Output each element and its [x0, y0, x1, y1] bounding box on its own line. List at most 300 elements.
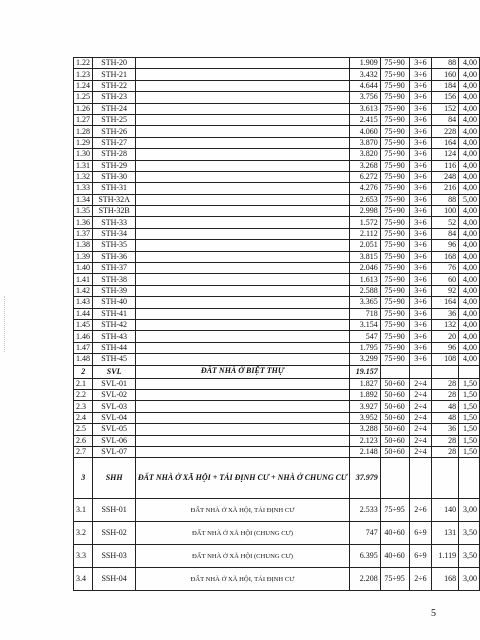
table-row	[74, 183, 480, 194]
table-row	[74, 92, 480, 103]
cell-land-type	[135, 308, 349, 319]
cell-far: 5,00	[459, 194, 480, 205]
cell-floors: 3÷6	[409, 263, 432, 274]
cell-code: SSH-04	[93, 568, 135, 591]
cell-code: STH-40	[93, 297, 135, 308]
cell-area: 3.756	[350, 92, 381, 103]
cell-land-type	[135, 160, 349, 171]
cell-floors: 2÷4	[409, 424, 432, 435]
cell-floors: 3÷6	[409, 194, 432, 205]
cell-area: 3.952	[350, 412, 381, 423]
cell-floors: 3÷6	[409, 114, 432, 125]
cell-far: 1,50	[459, 435, 480, 446]
table-row	[74, 568, 480, 591]
cell-density: 75÷90	[380, 354, 409, 365]
cell-floors	[409, 458, 432, 499]
cell-index: 2.6	[74, 435, 93, 446]
cell-far: 4,00	[459, 240, 480, 251]
cell-units: 100	[432, 206, 459, 217]
cell-area: 2.653	[350, 194, 381, 205]
cell-land-type	[135, 274, 349, 285]
cell-far: 4,00	[459, 251, 480, 262]
cell-code: STH-45	[93, 354, 135, 365]
cell-area: 3.432	[350, 69, 381, 80]
cell-density: 50÷60	[380, 378, 409, 389]
cell-area: 547	[350, 331, 381, 342]
cell-far: 4,00	[459, 319, 480, 330]
cell-floors: 3÷6	[409, 297, 432, 308]
cell-far: 4,00	[459, 183, 480, 194]
cell-floors: 2÷4	[409, 401, 432, 412]
cell-area: 3.613	[350, 103, 381, 114]
cell-floors: 2÷4	[409, 435, 432, 446]
cell-index: 1.26	[74, 103, 93, 114]
cell-land-type	[135, 183, 349, 194]
cell-code: SSH-03	[93, 545, 135, 568]
table-row	[74, 69, 480, 80]
cell-far: 4,00	[459, 274, 480, 285]
cell-index: 1.45	[74, 319, 93, 330]
cell-land-type	[135, 285, 349, 296]
cell-units: 156	[432, 92, 459, 103]
cell-density: 50÷60	[380, 389, 409, 400]
cell-units: 140	[432, 499, 459, 522]
cell-code: STH-33	[93, 217, 135, 228]
cell-density: 75÷90	[380, 308, 409, 319]
cell-floors: 3÷6	[409, 331, 432, 342]
cell-density: 50÷60	[380, 435, 409, 446]
cell-density: 75÷90	[380, 80, 409, 91]
cell-far: 1,50	[459, 401, 480, 412]
cell-density: 75÷90	[380, 274, 409, 285]
cell-code: STH-26	[93, 126, 135, 137]
table-row	[74, 251, 480, 262]
cell-density: 75÷90	[380, 126, 409, 137]
cell-code: SVL-07	[93, 446, 135, 457]
cell-floors: 3÷6	[409, 137, 432, 148]
cell-code: STH-30	[93, 171, 135, 182]
cell-area: 1.827	[350, 378, 381, 389]
cell-index: 2	[74, 365, 93, 378]
table-row	[74, 137, 480, 148]
cell-index: 1.32	[74, 171, 93, 182]
cell-area: 6.395	[350, 545, 381, 568]
cell-land-type	[135, 297, 349, 308]
cell-index: 1.25	[74, 92, 93, 103]
cell-code: STH-28	[93, 149, 135, 160]
cell-index: 3.1	[74, 499, 93, 522]
cell-land-type	[135, 412, 349, 423]
cell-floors: 3÷6	[409, 160, 432, 171]
cell-units: 228	[432, 126, 459, 137]
cell-area: 4.060	[350, 126, 381, 137]
cell-land-type	[135, 206, 349, 217]
cell-index: 1.38	[74, 240, 93, 251]
cell-floors: 3÷6	[409, 126, 432, 137]
cell-land-type	[135, 171, 349, 182]
cell-land-type	[135, 114, 349, 125]
table-row	[74, 308, 480, 319]
cell-area: 1.572	[350, 217, 381, 228]
cell-land-type: ĐẤT NHÀ Ở XÃ HỘI, TÁI ĐỊNH CƯ	[135, 499, 349, 522]
table-row	[74, 365, 480, 378]
cell-index: 2.5	[74, 424, 93, 435]
cell-index: 1.41	[74, 274, 93, 285]
cell-far: 4,00	[459, 92, 480, 103]
cell-index: 1.35	[74, 206, 93, 217]
cell-area: 2.148	[350, 446, 381, 457]
cell-land-type	[135, 80, 349, 91]
table-row	[74, 103, 480, 114]
cell-density: 75÷90	[380, 228, 409, 239]
cell-index: 3.3	[74, 545, 93, 568]
cell-units: 28	[432, 446, 459, 457]
cell-index: 3.4	[74, 568, 93, 591]
cell-code: SHH	[93, 458, 135, 499]
cell-land-type	[135, 331, 349, 342]
cell-units: 48	[432, 401, 459, 412]
table-row	[74, 458, 480, 499]
cell-far: 4,00	[459, 228, 480, 239]
cell-units: 28	[432, 378, 459, 389]
cell-land-type	[135, 319, 349, 330]
cell-floors: 3÷6	[409, 285, 432, 296]
cell-land-type	[135, 342, 349, 353]
cell-floors: 6÷9	[409, 522, 432, 545]
cell-units: 160	[432, 69, 459, 80]
cell-area: 4.644	[350, 80, 381, 91]
cell-index: 1.47	[74, 342, 93, 353]
cell-density: 75÷90	[380, 171, 409, 182]
cell-code: STH-21	[93, 69, 135, 80]
cell-density: 50÷60	[380, 446, 409, 457]
cell-area: 2.588	[350, 285, 381, 296]
cell-far	[459, 458, 480, 499]
cell-density: 75÷90	[380, 240, 409, 251]
cell-code: SVL-03	[93, 401, 135, 412]
cell-density: 50÷60	[380, 424, 409, 435]
table-row	[74, 297, 480, 308]
cell-floors: 2÷4	[409, 412, 432, 423]
cell-units: 76	[432, 263, 459, 274]
cell-density: 75÷90	[380, 251, 409, 262]
cell-code: SVL-02	[93, 389, 135, 400]
cell-code: SSH-01	[93, 499, 135, 522]
table-row	[74, 435, 480, 446]
cell-units: 168	[432, 251, 459, 262]
cell-far: 1,50	[459, 389, 480, 400]
cell-code: STH-37	[93, 263, 135, 274]
cell-far: 4,00	[459, 58, 480, 69]
cell-far: 4,00	[459, 69, 480, 80]
cell-index: 1.23	[74, 69, 93, 80]
table-row	[74, 114, 480, 125]
table-row	[74, 228, 480, 239]
cell-floors: 3÷6	[409, 274, 432, 285]
table-row	[74, 194, 480, 205]
cell-index: 1.44	[74, 308, 93, 319]
cell-code: STH-43	[93, 331, 135, 342]
cell-area: 2.998	[350, 206, 381, 217]
table-row	[74, 412, 480, 423]
cell-code: STH-44	[93, 342, 135, 353]
cell-floors	[409, 365, 432, 378]
cell-units: 132	[432, 319, 459, 330]
cell-units: 216	[432, 183, 459, 194]
cell-land-type	[135, 435, 349, 446]
table-row	[74, 319, 480, 330]
cell-far: 3,00	[459, 499, 480, 522]
cell-land-type: ĐẤT NHÀ Ở XÃ HỘI + TÁI ĐỊNH CƯ + NHÀ Ở CHUNG CƯ	[135, 458, 349, 499]
cell-far: 3,50	[459, 545, 480, 568]
cell-units: 36	[432, 424, 459, 435]
cell-area: 2.051	[350, 240, 381, 251]
cell-far: 4,00	[459, 114, 480, 125]
cell-index: 2.4	[74, 412, 93, 423]
cell-far: 4,00	[459, 80, 480, 91]
cell-units: 248	[432, 171, 459, 182]
cell-units: 36	[432, 308, 459, 319]
table-row	[74, 206, 480, 217]
cell-far: 1,50	[459, 446, 480, 457]
cell-far: 4,00	[459, 297, 480, 308]
cell-density: 40÷60	[380, 522, 409, 545]
cell-units: 20	[432, 331, 459, 342]
cell-density: 75÷90	[380, 103, 409, 114]
cell-density: 50÷60	[380, 401, 409, 412]
cell-density: 75÷90	[380, 114, 409, 125]
cell-units: 48	[432, 412, 459, 423]
cell-area: 3.154	[350, 319, 381, 330]
cell-density: 75÷90	[380, 149, 409, 160]
cell-units: 116	[432, 160, 459, 171]
cell-land-type	[135, 103, 349, 114]
cell-far: 4,00	[459, 137, 480, 148]
cell-index: 1.36	[74, 217, 93, 228]
cell-code: STH-39	[93, 285, 135, 296]
cell-floors: 3÷6	[409, 251, 432, 262]
cell-index: 1.37	[74, 228, 93, 239]
table-row	[74, 545, 480, 568]
cell-units: 96	[432, 240, 459, 251]
cell-land-type	[135, 149, 349, 160]
cell-code: STH-36	[93, 251, 135, 262]
table-row	[74, 126, 480, 137]
cell-index: 1.28	[74, 126, 93, 137]
cell-density: 75÷95	[380, 568, 409, 591]
cell-land-type	[135, 240, 349, 251]
cell-index: 1.40	[74, 263, 93, 274]
cell-floors: 3÷6	[409, 228, 432, 239]
cell-floors: 3÷6	[409, 171, 432, 182]
cell-code: STH-25	[93, 114, 135, 125]
cell-far: 4,00	[459, 285, 480, 296]
table-row	[74, 217, 480, 228]
cell-land-type: ĐẤT NHÀ Ở XÃ HỘI (CHUNG CƯ)	[135, 545, 349, 568]
table-row	[74, 354, 480, 365]
cell-units: 152	[432, 103, 459, 114]
cell-area: 19.157	[350, 365, 381, 378]
cell-area: 1.909	[350, 58, 381, 69]
cell-density: 75÷90	[380, 319, 409, 330]
cell-area: 1.613	[350, 274, 381, 285]
cell-far: 4,00	[459, 149, 480, 160]
table-row	[74, 378, 480, 389]
cell-floors: 3÷6	[409, 92, 432, 103]
cell-index: 1.42	[74, 285, 93, 296]
cell-floors: 3÷6	[409, 308, 432, 319]
table-body	[74, 58, 480, 591]
cell-density: 75÷90	[380, 331, 409, 342]
table-row	[74, 80, 480, 91]
table-row	[74, 522, 480, 545]
cell-floors: 3÷6	[409, 80, 432, 91]
cell-index: 2.1	[74, 378, 93, 389]
cell-area: 2.415	[350, 114, 381, 125]
cell-far: 4,00	[459, 206, 480, 217]
cell-index: 1.48	[74, 354, 93, 365]
cell-floors: 2÷6	[409, 568, 432, 591]
cell-far: 4,00	[459, 342, 480, 353]
cell-density: 75÷90	[380, 297, 409, 308]
cell-area: 3.820	[350, 149, 381, 160]
cell-area: 2.533	[350, 499, 381, 522]
cell-land-type	[135, 354, 349, 365]
cell-floors: 3÷6	[409, 149, 432, 160]
table-row	[74, 424, 480, 435]
table-row	[74, 401, 480, 412]
cell-index: 1.33	[74, 183, 93, 194]
cell-land-type	[135, 401, 349, 412]
cell-area: 3.299	[350, 354, 381, 365]
cell-area: 2.123	[350, 435, 381, 446]
table-row	[74, 263, 480, 274]
cell-code: STH-24	[93, 103, 135, 114]
cell-far: 1,50	[459, 378, 480, 389]
cell-units: 124	[432, 149, 459, 160]
cell-far: 4,00	[459, 308, 480, 319]
cell-density: 75÷90	[380, 263, 409, 274]
cell-density: 75÷90	[380, 160, 409, 171]
cell-density	[380, 458, 409, 499]
cell-code: STH-34	[93, 228, 135, 239]
cell-area: 3.815	[350, 251, 381, 262]
cell-units: 164	[432, 297, 459, 308]
cell-density: 75÷90	[380, 217, 409, 228]
cell-land-type	[135, 58, 349, 69]
table-row	[74, 342, 480, 353]
table-row	[74, 389, 480, 400]
cell-units: 168	[432, 568, 459, 591]
cell-floors: 3÷6	[409, 354, 432, 365]
cell-land-type: ĐẤT NHÀ Ở XÃ HỘI (CHUNG CƯ)	[135, 522, 349, 545]
cell-units: 28	[432, 389, 459, 400]
cell-land-type	[135, 126, 349, 137]
cell-units: 84	[432, 114, 459, 125]
cell-index: 1.46	[74, 331, 93, 342]
cell-density: 75÷90	[380, 92, 409, 103]
cell-far: 4,00	[459, 217, 480, 228]
cell-units: 60	[432, 274, 459, 285]
cell-index: 3	[74, 458, 93, 499]
cell-index: 1.43	[74, 297, 93, 308]
cell-far: 3,00	[459, 568, 480, 591]
cell-units: 164	[432, 137, 459, 148]
cell-land-type	[135, 217, 349, 228]
cell-land-type	[135, 228, 349, 239]
cell-floors: 3÷6	[409, 58, 432, 69]
cell-units: 131	[432, 522, 459, 545]
cell-far: 3,50	[459, 522, 480, 545]
table-row	[74, 58, 480, 69]
cell-far: 1,50	[459, 412, 480, 423]
cell-land-type	[135, 389, 349, 400]
cell-land-type	[135, 69, 349, 80]
cell-area: 2.046	[350, 263, 381, 274]
cell-code: STH-32B	[93, 206, 135, 217]
cell-area: 6.272	[350, 171, 381, 182]
cell-index: 1.27	[74, 114, 93, 125]
cell-density: 75÷90	[380, 69, 409, 80]
cell-units	[432, 365, 459, 378]
cell-density: 75÷90	[380, 206, 409, 217]
table-row	[74, 446, 480, 457]
cell-code: STH-27	[93, 137, 135, 148]
cell-area: 3.288	[350, 424, 381, 435]
cell-far: 4,00	[459, 103, 480, 114]
cell-units	[432, 458, 459, 499]
table-row	[74, 171, 480, 182]
cell-code: SVL-01	[93, 378, 135, 389]
cell-land-type	[135, 137, 349, 148]
table-row	[74, 331, 480, 342]
cell-land-type	[135, 263, 349, 274]
cell-index: 1.31	[74, 160, 93, 171]
cell-far: 4,00	[459, 171, 480, 182]
cell-far: 4,00	[459, 331, 480, 342]
cell-far: 4,00	[459, 126, 480, 137]
cell-index: 3.2	[74, 522, 93, 545]
cell-density: 50÷60	[380, 412, 409, 423]
cell-code: STH-38	[93, 274, 135, 285]
cell-code: SVL-05	[93, 424, 135, 435]
cell-index: 1.34	[74, 194, 93, 205]
cell-area: 4.276	[350, 183, 381, 194]
cell-floors: 6÷9	[409, 545, 432, 568]
cell-area: 1.795	[350, 342, 381, 353]
cell-units: 108	[432, 354, 459, 365]
table-row	[74, 285, 480, 296]
cell-area: 3.927	[350, 401, 381, 412]
cell-units: 84	[432, 228, 459, 239]
cell-units: 52	[432, 217, 459, 228]
cell-area: 3.365	[350, 297, 381, 308]
cell-density: 40÷60	[380, 545, 409, 568]
cell-code: SVL-04	[93, 412, 135, 423]
cell-floors: 2÷4	[409, 389, 432, 400]
land-use-table	[73, 57, 480, 591]
cell-floors: 3÷6	[409, 217, 432, 228]
cell-floors: 3÷6	[409, 103, 432, 114]
cell-floors: 3÷6	[409, 69, 432, 80]
cell-floors: 2÷4	[409, 378, 432, 389]
cell-index: 2.3	[74, 401, 93, 412]
cell-land-type	[135, 446, 349, 457]
cell-area: 1.892	[350, 389, 381, 400]
cell-area: 747	[350, 522, 381, 545]
cell-code: SVL-06	[93, 435, 135, 446]
table-row	[74, 160, 480, 171]
